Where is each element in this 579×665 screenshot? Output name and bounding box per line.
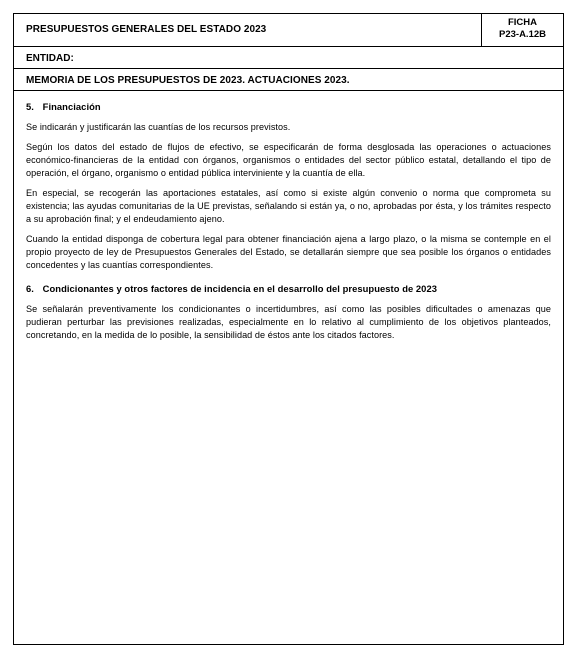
- header-row: [14, 14, 563, 47]
- ficha-code: P23-A.12B: [499, 29, 546, 40]
- ficha-label: FICHA: [507, 17, 538, 28]
- section-title: Condicionantes y otros factores de incidencia en el desarrollo del presupuesto de 2023: [42, 283, 438, 294]
- paragraph: En especial, se recogerán las aportaciones estatales, así como si existe algún convenio o norma que comprometa su existencia; las ayudas comunitarias de la UE previstas, señalando si están ya, o no, aprobadas por ésta, y los trámites respecto a su aprobación final; y el endeudamiento ajeno.: [26, 188, 551, 224]
- section-title: Financiación: [42, 101, 101, 112]
- section-heading-financiacion: [26, 100, 551, 113]
- entidad-row: [14, 47, 563, 69]
- paragraph: Se señalarán preventivamente los condicionantes o incertidumbres, así como las posibles dificultades o amenazas que pudieran perturbar las previsiones realizadas, especialmente en lo relativo al cumplimiento de los objetivos planteados, concretando, en la medida de lo posible, la sensibilidad de éstos ante los citados factores.: [26, 304, 551, 340]
- section-heading-condicionantes: [26, 282, 551, 295]
- memoria-content: [26, 100, 551, 349]
- entidad-label: ENTIDAD:: [26, 53, 74, 64]
- memoria-row: [14, 69, 563, 91]
- paragraph: Cuando la entidad disponga de cobertura legal para obtener financiación ajena a largo plazo, o la misma se contemple en el propio proyecto de ley de Presupuestos Generales del Estado, se detallarán siempre que sea posible los órganos o entidades concedentes y las cuantías correspondientes.: [26, 234, 551, 270]
- document-sheet: [13, 13, 564, 645]
- ficha-box: [481, 14, 563, 46]
- section-number: 6.: [26, 283, 34, 294]
- memoria-title: MEMORIA DE LOS PRESUPUESTOS DE 2023. ACTUACIONES 2023.: [26, 75, 350, 86]
- paragraph: Según los datos del estado de flujos de efectivo, se especificarán de forma desglosada las operaciones o actuaciones económico-financieras de la entidad con órganos, organismos o entidades del sector público estatal, detallando el tipo de operación, el órgano, organismo o entidad pública interviniente y la cuantía de ella.: [26, 142, 551, 178]
- document-title: PRESUPUESTOS GENERALES DEL ESTADO 2023: [26, 24, 267, 35]
- section-number: 5.: [26, 101, 34, 112]
- paragraph: Se indicarán y justificarán las cuantías de los recursos previstos.: [26, 122, 291, 132]
